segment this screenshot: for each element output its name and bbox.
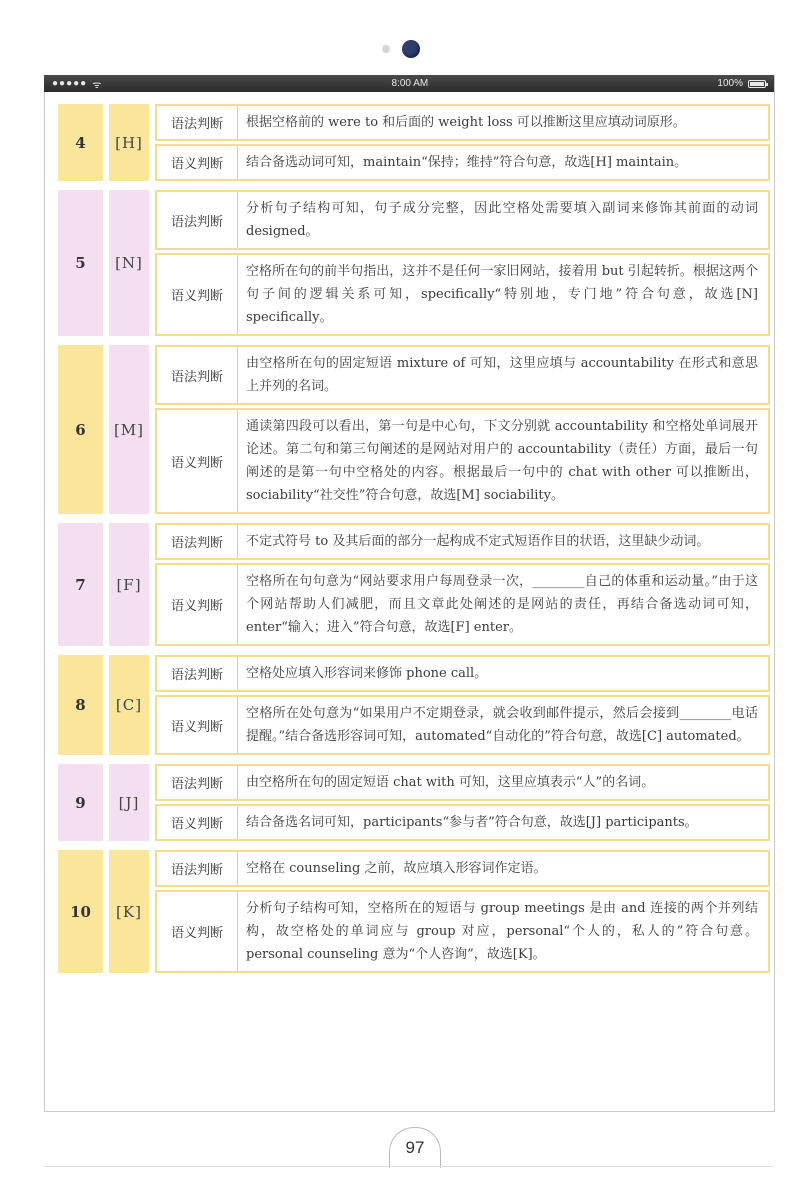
judgment-text: 空格在 counseling 之前，故应填入形容词作定语。	[246, 861, 547, 876]
judgment-row	[155, 850, 770, 887]
judgment-text: 分析句子结构可知，句子成分完整，因此空格处需要填入副词来修饰其前面的动词 designed。	[246, 201, 758, 239]
status-bar	[44, 75, 774, 92]
answer-row	[58, 345, 770, 514]
judgment-label: 语法判断	[157, 192, 238, 248]
judgment-label: 语法判断	[157, 347, 238, 403]
answer-letter: [F]	[109, 523, 149, 646]
page-number: 97	[389, 1127, 441, 1168]
judgment-row	[155, 523, 770, 560]
answer-row	[58, 523, 770, 646]
battery-icon	[748, 80, 766, 88]
judgment-label: 语法判断	[157, 852, 238, 885]
wifi-icon: ᯤ	[92, 79, 103, 91]
answer-letter: [C]	[109, 655, 149, 755]
judgment-text: 由空格所在句的固定短语 mixture of 可知，这里应填与 accountability 在形式和意思上并列的名词。	[246, 356, 758, 394]
camera	[400, 38, 422, 60]
judgment-table	[155, 104, 770, 181]
question-number: 7	[58, 523, 103, 646]
judgment-row	[155, 104, 770, 141]
judgment-label: 语法判断	[157, 766, 238, 799]
judgment-table	[155, 190, 770, 336]
status-left	[52, 77, 102, 91]
judgment-text: 空格所在句句意为“网站要求用户每周登录一次，________自己的体重和运动量。”由于这个网站帮助人们减肥，而且文章此处阐述的是网站的责任，再结合备选动词可知，enter“输入；进入”符合句意，故选[F] enter。	[246, 574, 758, 635]
judgment-label: 语义判断	[157, 565, 238, 644]
camera-lens	[402, 40, 420, 58]
answer-row	[58, 764, 770, 841]
question-number: 4	[58, 104, 103, 181]
judgment-row	[155, 890, 770, 973]
judgment-text: 由空格所在句的固定短语 chat with 可知，这里应填表示“人”的名词。	[246, 775, 655, 790]
judgment-row	[155, 345, 770, 405]
judgment-text: 分析句子结构可知，空格所在的短语与 group meetings 是由 and 连接的两个并列结构，故空格处的单词应与 group 对应，personal“个人的，私人的”符合句意。personal counseling 意为“个人咨询”，故选[K]。	[246, 901, 758, 962]
judgment-text: 空格所在句的前半句指出，这并不是任何一家旧网站，接着用 but 引起转折。根据这两个句子间的逻辑关系可知，specifically“特别地，专门地”符合句意，故选[N] specifically。	[246, 264, 758, 325]
judgment-row	[155, 253, 770, 336]
answer-row	[58, 190, 770, 336]
judgment-text: 空格处应填入形容词来修饰 phone call。	[246, 666, 488, 681]
judgment-label: 语法判断	[157, 106, 238, 139]
answer-row	[58, 655, 770, 755]
signal-icon: ●●●●●	[52, 78, 88, 89]
judgment-row	[155, 190, 770, 250]
judgment-table	[155, 764, 770, 841]
answer-letter: [H]	[109, 104, 149, 181]
judgment-text: 不定式符号 to 及其后面的部分一起构成不定式短语作目的状语，这里缺少动词。	[246, 534, 710, 549]
answer-letter: [N]	[109, 190, 149, 336]
judgment-text: 通读第四段可以看出，第一句是中心句，下文分别就 accountability 和空格处单词展开论述。第二句和第三句阐述的是网站对用户的 accountability（责任）方面，最后一句阐述的是第一句中空格处的内容。根据最后一句中的 chat with other 可以推断出，sociability“社交性”符合句意，故选[M] sociability。	[246, 419, 758, 503]
judgment-label: 语法判断	[157, 525, 238, 558]
battery-percent: 100%	[717, 78, 743, 89]
question-number: 10	[58, 850, 103, 973]
judgment-label: 语义判断	[157, 146, 238, 179]
judgment-text: 空格所在处句意为“如果用户不定期登录，就会收到邮件提示，然后会接到________电话提醒。”结合备选形容词可知，automated“自动化的”符合句意，故选[C] automated。	[246, 706, 758, 744]
answer-table	[58, 104, 770, 982]
judgment-table	[155, 655, 770, 755]
status-time: 8:00 AM	[391, 78, 429, 89]
page-footer-line	[44, 1166, 773, 1167]
judgment-text: 根据空格前的 were to 和后面的 weight loss 可以推断这里应填动词原形。	[246, 115, 686, 130]
judgment-table	[155, 523, 770, 646]
judgment-label: 语义判断	[157, 892, 238, 971]
judgment-row	[155, 764, 770, 801]
judgment-label: 语法判断	[157, 657, 238, 690]
status-right	[717, 78, 766, 89]
judgment-table	[155, 345, 770, 514]
judgment-label: 语义判断	[157, 697, 238, 753]
judgment-row	[155, 655, 770, 692]
judgment-row	[155, 804, 770, 841]
judgment-label: 语义判断	[157, 806, 238, 839]
answer-row	[58, 104, 770, 181]
judgment-label: 语义判断	[157, 255, 238, 334]
judgment-row	[155, 695, 770, 755]
judgment-text: 结合备选名词可知，participants“参与者”符合句意，故选[J] participants。	[246, 815, 698, 830]
answer-letter: [M]	[109, 345, 149, 514]
judgment-text: 结合备选动词可知，maintain“保持；维持”符合句意，故选[H] maintain。	[246, 155, 688, 170]
answer-row	[58, 850, 770, 973]
question-number: 8	[58, 655, 103, 755]
answer-letter: [K]	[109, 850, 149, 973]
sensor-dot	[382, 45, 390, 53]
question-number: 9	[58, 764, 103, 841]
question-number: 6	[58, 345, 103, 514]
judgment-table	[155, 850, 770, 973]
judgment-label: 语义判断	[157, 410, 238, 512]
judgment-row	[155, 563, 770, 646]
judgment-row	[155, 408, 770, 514]
question-number: 5	[58, 190, 103, 336]
answer-letter: [J]	[109, 764, 149, 841]
judgment-row	[155, 144, 770, 181]
